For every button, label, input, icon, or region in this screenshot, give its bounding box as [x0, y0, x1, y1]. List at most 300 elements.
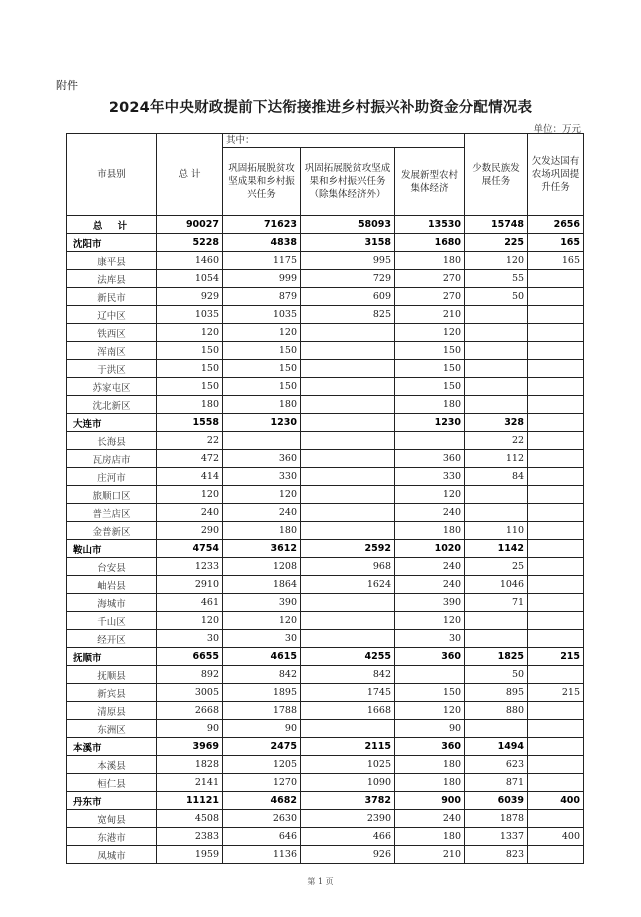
- value-cell: [528, 540, 584, 558]
- value-cell: 1230: [395, 414, 465, 432]
- value-cell: 180: [223, 522, 301, 540]
- table-row: [67, 612, 584, 630]
- region-cell: 浑南区: [67, 342, 157, 360]
- value-cell: [528, 612, 584, 630]
- value-cell: 842: [223, 666, 301, 684]
- value-cell: 461: [157, 594, 223, 612]
- region-cell: 桓仁县: [67, 774, 157, 792]
- header-minority: 少数民族发展任务: [465, 134, 528, 216]
- value-cell: 290: [157, 522, 223, 540]
- value-cell: 120: [395, 486, 465, 504]
- value-cell: 225: [465, 234, 528, 252]
- value-cell: 2115: [301, 738, 395, 756]
- table-row: [67, 576, 584, 594]
- region-cell: 沈北新区: [67, 396, 157, 414]
- region-cell: 丹东市: [67, 792, 157, 810]
- value-cell: 871: [465, 774, 528, 792]
- value-cell: [301, 468, 395, 486]
- attachment-label: 附件: [56, 79, 78, 92]
- value-cell: [465, 630, 528, 648]
- region-cell: 宽甸县: [67, 810, 157, 828]
- value-cell: 110: [465, 522, 528, 540]
- value-cell: [465, 720, 528, 738]
- value-cell: [528, 450, 584, 468]
- value-cell: 1828: [157, 756, 223, 774]
- value-cell: 6655: [157, 648, 223, 666]
- value-cell: [528, 306, 584, 324]
- region-cell: 总 计: [67, 216, 157, 234]
- value-cell: 180: [395, 774, 465, 792]
- table-body: [67, 216, 584, 864]
- region-cell: 大连市: [67, 414, 157, 432]
- table-row: [67, 630, 584, 648]
- value-cell: 120: [395, 612, 465, 630]
- table-row: [67, 522, 584, 540]
- value-cell: 1825: [465, 648, 528, 666]
- region-cell: 沈阳市: [67, 234, 157, 252]
- value-cell: 165: [528, 252, 584, 270]
- table-row: [67, 432, 584, 450]
- value-cell: 120: [157, 612, 223, 630]
- region-cell: 鞍山市: [67, 540, 157, 558]
- value-cell: 180: [395, 396, 465, 414]
- value-cell: 2630: [223, 810, 301, 828]
- value-cell: 1233: [157, 558, 223, 576]
- value-cell: 330: [223, 468, 301, 486]
- value-cell: 58093: [301, 216, 395, 234]
- value-cell: 150: [395, 378, 465, 396]
- value-cell: 240: [395, 558, 465, 576]
- region-cell: 庄河市: [67, 468, 157, 486]
- value-cell: [528, 360, 584, 378]
- value-cell: 215: [528, 648, 584, 666]
- region-cell: 普兰店区: [67, 504, 157, 522]
- value-cell: [528, 486, 584, 504]
- value-cell: 823: [465, 846, 528, 864]
- header-farm: 欠发达国有农场巩固提升任务: [528, 134, 584, 216]
- value-cell: 328: [465, 414, 528, 432]
- value-cell: [395, 432, 465, 450]
- value-cell: [223, 432, 301, 450]
- value-cell: 466: [301, 828, 395, 846]
- region-cell: 千山区: [67, 612, 157, 630]
- value-cell: 240: [395, 576, 465, 594]
- table-row: [67, 486, 584, 504]
- value-cell: 360: [395, 648, 465, 666]
- value-cell: [301, 504, 395, 522]
- value-cell: 90: [157, 720, 223, 738]
- value-cell: 240: [157, 504, 223, 522]
- value-cell: 120: [157, 486, 223, 504]
- value-cell: 2592: [301, 540, 395, 558]
- value-cell: 400: [528, 792, 584, 810]
- table-row: [67, 702, 584, 720]
- value-cell: 2475: [223, 738, 301, 756]
- table-row: [67, 594, 584, 612]
- value-cell: 729: [301, 270, 395, 288]
- value-cell: [528, 342, 584, 360]
- value-cell: [465, 486, 528, 504]
- value-cell: 1864: [223, 576, 301, 594]
- header-consolidate: 巩固拓展脱贫攻坚成果和乡村振兴任务: [223, 148, 301, 216]
- value-cell: 120: [223, 612, 301, 630]
- value-cell: 240: [395, 810, 465, 828]
- value-cell: 240: [395, 504, 465, 522]
- region-cell: 康平县: [67, 252, 157, 270]
- value-cell: [465, 378, 528, 396]
- value-cell: 1680: [395, 234, 465, 252]
- value-cell: 2656: [528, 216, 584, 234]
- value-cell: 4682: [223, 792, 301, 810]
- value-cell: 150: [223, 360, 301, 378]
- value-cell: 120: [223, 486, 301, 504]
- table-row: [67, 288, 584, 306]
- region-cell: 凤城市: [67, 846, 157, 864]
- value-cell: 2910: [157, 576, 223, 594]
- table-row: [67, 360, 584, 378]
- value-cell: [301, 612, 395, 630]
- value-cell: [465, 324, 528, 342]
- value-cell: 1136: [223, 846, 301, 864]
- value-cell: [301, 360, 395, 378]
- value-cell: [395, 666, 465, 684]
- value-cell: 1230: [223, 414, 301, 432]
- region-cell: 新民市: [67, 288, 157, 306]
- region-cell: 金普新区: [67, 522, 157, 540]
- value-cell: 3782: [301, 792, 395, 810]
- table-row: [67, 378, 584, 396]
- value-cell: [528, 576, 584, 594]
- page-number: 第 1 页: [307, 877, 334, 886]
- value-cell: 120: [223, 324, 301, 342]
- unit-label: 单位：万元: [533, 124, 581, 135]
- table-row: [67, 846, 584, 864]
- value-cell: 30: [157, 630, 223, 648]
- table-row: [67, 558, 584, 576]
- value-cell: 215: [528, 684, 584, 702]
- value-cell: 900: [395, 792, 465, 810]
- value-cell: 1624: [301, 576, 395, 594]
- value-cell: 880: [465, 702, 528, 720]
- value-cell: [528, 774, 584, 792]
- table-row: [67, 738, 584, 756]
- value-cell: 5228: [157, 234, 223, 252]
- value-cell: 472: [157, 450, 223, 468]
- value-cell: 180: [395, 522, 465, 540]
- value-cell: 6039: [465, 792, 528, 810]
- value-cell: [301, 378, 395, 396]
- value-cell: 609: [301, 288, 395, 306]
- region-cell: 岫岩县: [67, 576, 157, 594]
- value-cell: 825: [301, 306, 395, 324]
- value-cell: 4615: [223, 648, 301, 666]
- header-total: 总 计: [157, 134, 223, 216]
- value-cell: 120: [395, 324, 465, 342]
- value-cell: [528, 414, 584, 432]
- table-row: [67, 828, 584, 846]
- region-cell: 东洲区: [67, 720, 157, 738]
- table-row: [67, 666, 584, 684]
- region-cell: 本溪县: [67, 756, 157, 774]
- value-cell: 50: [465, 288, 528, 306]
- value-cell: 3612: [223, 540, 301, 558]
- table-row: [67, 414, 584, 432]
- value-cell: 15748: [465, 216, 528, 234]
- value-cell: 3158: [301, 234, 395, 252]
- table-row: [67, 342, 584, 360]
- value-cell: 1270: [223, 774, 301, 792]
- value-cell: [465, 612, 528, 630]
- value-cell: 2668: [157, 702, 223, 720]
- value-cell: 150: [395, 360, 465, 378]
- value-cell: [528, 702, 584, 720]
- value-cell: [301, 396, 395, 414]
- table-row: [67, 468, 584, 486]
- region-cell: 旅顺口区: [67, 486, 157, 504]
- value-cell: 926: [301, 846, 395, 864]
- value-cell: [528, 756, 584, 774]
- value-cell: 84: [465, 468, 528, 486]
- table-row: [67, 684, 584, 702]
- value-cell: [528, 720, 584, 738]
- value-cell: 4255: [301, 648, 395, 666]
- value-cell: [528, 738, 584, 756]
- table-row: [67, 756, 584, 774]
- region-cell: 苏家屯区: [67, 378, 157, 396]
- value-cell: [301, 594, 395, 612]
- value-cell: 879: [223, 288, 301, 306]
- value-cell: 1175: [223, 252, 301, 270]
- value-cell: 90027: [157, 216, 223, 234]
- value-cell: 1668: [301, 702, 395, 720]
- value-cell: 1035: [157, 306, 223, 324]
- table-row: [67, 450, 584, 468]
- value-cell: [528, 288, 584, 306]
- value-cell: 646: [223, 828, 301, 846]
- value-cell: 120: [465, 252, 528, 270]
- allocation-table: [66, 133, 584, 864]
- value-cell: 360: [395, 738, 465, 756]
- value-cell: [528, 270, 584, 288]
- value-cell: 892: [157, 666, 223, 684]
- table-row: [67, 324, 584, 342]
- value-cell: 1460: [157, 252, 223, 270]
- table-row: [67, 396, 584, 414]
- region-cell: 经开区: [67, 630, 157, 648]
- value-cell: [301, 522, 395, 540]
- value-cell: 71623: [223, 216, 301, 234]
- region-cell: 于洪区: [67, 360, 157, 378]
- table-row: [67, 792, 584, 810]
- value-cell: 4838: [223, 234, 301, 252]
- value-cell: [528, 558, 584, 576]
- table-row: [67, 306, 584, 324]
- value-cell: [301, 486, 395, 504]
- value-cell: [465, 360, 528, 378]
- value-cell: 3005: [157, 684, 223, 702]
- value-cell: [301, 414, 395, 432]
- region-cell: 长海县: [67, 432, 157, 450]
- value-cell: [465, 342, 528, 360]
- value-cell: 995: [301, 252, 395, 270]
- value-cell: [528, 630, 584, 648]
- value-cell: [528, 324, 584, 342]
- value-cell: 11121: [157, 792, 223, 810]
- value-cell: 210: [395, 846, 465, 864]
- region-cell: 清原县: [67, 702, 157, 720]
- table-row: [67, 252, 584, 270]
- value-cell: [528, 468, 584, 486]
- value-cell: 1035: [223, 306, 301, 324]
- value-cell: 3969: [157, 738, 223, 756]
- value-cell: 330: [395, 468, 465, 486]
- value-cell: 120: [395, 702, 465, 720]
- value-cell: 13530: [395, 216, 465, 234]
- value-cell: 90: [395, 720, 465, 738]
- region-cell: 台安县: [67, 558, 157, 576]
- value-cell: 150: [157, 360, 223, 378]
- header-group: 其中：: [223, 134, 465, 148]
- table-row: [67, 774, 584, 792]
- value-cell: 180: [395, 756, 465, 774]
- value-cell: 210: [395, 306, 465, 324]
- value-cell: [528, 378, 584, 396]
- value-cell: [465, 504, 528, 522]
- value-cell: 71: [465, 594, 528, 612]
- value-cell: 1558: [157, 414, 223, 432]
- value-cell: 25: [465, 558, 528, 576]
- value-cell: 999: [223, 270, 301, 288]
- value-cell: [528, 432, 584, 450]
- table-row: [67, 540, 584, 558]
- value-cell: 1745: [301, 684, 395, 702]
- value-cell: 1959: [157, 846, 223, 864]
- value-cell: [301, 450, 395, 468]
- value-cell: 150: [157, 378, 223, 396]
- region-cell: 海城市: [67, 594, 157, 612]
- value-cell: 30: [223, 630, 301, 648]
- value-cell: 414: [157, 468, 223, 486]
- value-cell: 1090: [301, 774, 395, 792]
- value-cell: 1895: [223, 684, 301, 702]
- value-cell: 968: [301, 558, 395, 576]
- value-cell: [301, 630, 395, 648]
- table-row: [67, 234, 584, 252]
- value-cell: 150: [223, 378, 301, 396]
- value-cell: 929: [157, 288, 223, 306]
- value-cell: 1337: [465, 828, 528, 846]
- value-cell: 2390: [301, 810, 395, 828]
- region-cell: 本溪市: [67, 738, 157, 756]
- value-cell: 270: [395, 288, 465, 306]
- value-cell: 50: [465, 666, 528, 684]
- value-cell: [301, 432, 395, 450]
- header-consolidate-excl: 巩固拓展脱贫攻坚成果和乡村振兴任务（除集体经济外）: [301, 148, 395, 216]
- value-cell: 150: [223, 342, 301, 360]
- value-cell: 150: [395, 342, 465, 360]
- value-cell: 270: [395, 270, 465, 288]
- value-cell: [528, 666, 584, 684]
- value-cell: 842: [301, 666, 395, 684]
- value-cell: 623: [465, 756, 528, 774]
- value-cell: 240: [223, 504, 301, 522]
- table-row: [67, 270, 584, 288]
- value-cell: 390: [395, 594, 465, 612]
- region-cell: 抚顺县: [67, 666, 157, 684]
- region-cell: 法库县: [67, 270, 157, 288]
- value-cell: 390: [223, 594, 301, 612]
- value-cell: 120: [157, 324, 223, 342]
- value-cell: 90: [223, 720, 301, 738]
- region-cell: 东港市: [67, 828, 157, 846]
- value-cell: 150: [395, 684, 465, 702]
- value-cell: [528, 504, 584, 522]
- value-cell: 180: [157, 396, 223, 414]
- value-cell: 165: [528, 234, 584, 252]
- value-cell: 2383: [157, 828, 223, 846]
- table-row: [67, 720, 584, 738]
- value-cell: [528, 846, 584, 864]
- table-row: [67, 216, 584, 234]
- table-row: [67, 648, 584, 666]
- value-cell: 400: [528, 828, 584, 846]
- value-cell: 360: [395, 450, 465, 468]
- value-cell: 180: [223, 396, 301, 414]
- value-cell: 1205: [223, 756, 301, 774]
- value-cell: [301, 720, 395, 738]
- table-row: [67, 504, 584, 522]
- value-cell: 4508: [157, 810, 223, 828]
- value-cell: 1025: [301, 756, 395, 774]
- value-cell: 112: [465, 450, 528, 468]
- value-cell: 1142: [465, 540, 528, 558]
- value-cell: [528, 396, 584, 414]
- value-cell: 1046: [465, 576, 528, 594]
- value-cell: 360: [223, 450, 301, 468]
- value-cell: 1788: [223, 702, 301, 720]
- value-cell: 1878: [465, 810, 528, 828]
- region-cell: 瓦房店市: [67, 450, 157, 468]
- value-cell: 22: [157, 432, 223, 450]
- value-cell: 1494: [465, 738, 528, 756]
- value-cell: 895: [465, 684, 528, 702]
- region-cell: 铁西区: [67, 324, 157, 342]
- value-cell: 4754: [157, 540, 223, 558]
- value-cell: [465, 396, 528, 414]
- value-cell: 55: [465, 270, 528, 288]
- region-cell: 抚顺市: [67, 648, 157, 666]
- value-cell: 22: [465, 432, 528, 450]
- value-cell: [301, 342, 395, 360]
- value-cell: 150: [157, 342, 223, 360]
- value-cell: 180: [395, 828, 465, 846]
- region-cell: 辽中区: [67, 306, 157, 324]
- header-collective: 发展新型农村集体经济: [395, 148, 465, 216]
- value-cell: 30: [395, 630, 465, 648]
- value-cell: [528, 810, 584, 828]
- header-region: 市县别: [67, 134, 157, 216]
- value-cell: 1208: [223, 558, 301, 576]
- value-cell: [301, 324, 395, 342]
- region-cell: 新宾县: [67, 684, 157, 702]
- page-title: 2024年中央财政提前下达衔接推进乡村振兴补助资金分配情况表: [108, 100, 533, 116]
- value-cell: 180: [395, 252, 465, 270]
- value-cell: 2141: [157, 774, 223, 792]
- value-cell: [528, 522, 584, 540]
- table-row: [67, 810, 584, 828]
- value-cell: 1020: [395, 540, 465, 558]
- value-cell: 1054: [157, 270, 223, 288]
